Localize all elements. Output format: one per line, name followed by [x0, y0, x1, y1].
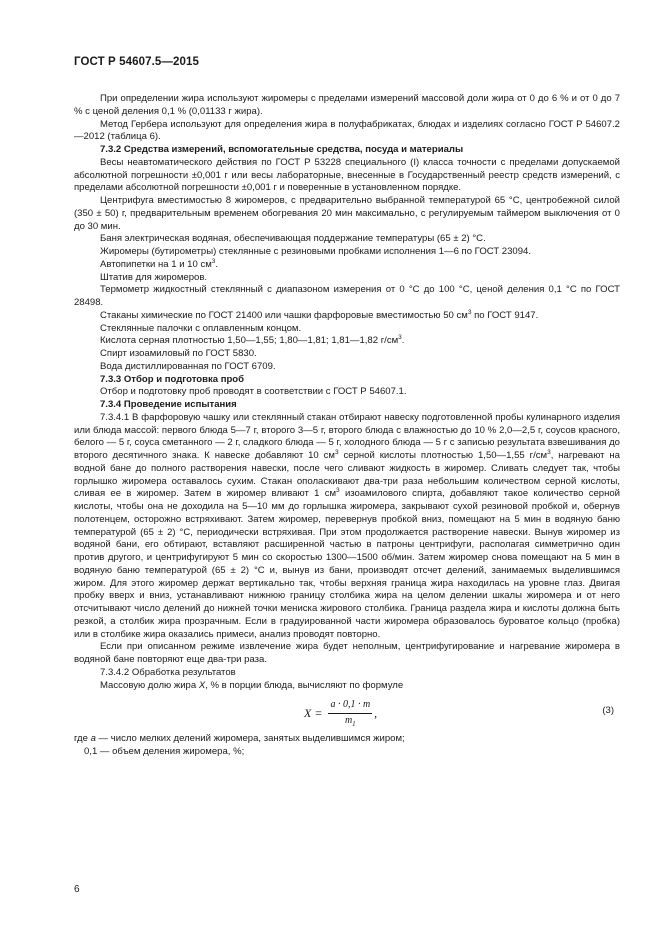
paragraph: Вода дистиллированная по ГОСТ 6709.	[100, 360, 276, 372]
document-header: ГОСТ Р 54607.5—2015	[74, 56, 199, 68]
paragraph: Весы неавтоматического действия по ГОСТ Р 53228 специального (I) класса точности с пределами допускаемой абсолютной погрешности ±0,001 г или весы лабораторные, внесенные в Государственный реестр средств измерений, с пределами абсолютной погрешности ±0,001 г и поверенные в установленном порядке.	[74, 156, 620, 194]
subsection-title: 7.3.4.2 Обработка результатов	[100, 666, 236, 678]
section-heading: 7.3.2 Средства измерений, вспомогательные средства, посуда и материалы	[100, 144, 464, 155]
formula-number: (3)	[602, 705, 614, 717]
formula-numerator: a · 0,1 · m	[328, 699, 372, 714]
formula	[304, 699, 377, 728]
formula-lhs: X =	[304, 706, 323, 721]
paragraph: Центрифуга вместимостью 8 жиромеров, с предварительно выбранной температурой 65 °С, центробежной силой (350 ± 50) г, предварительным временем обогревания 20 мин максимально, с регулируемым таймером выключения от 0 до 30 мин.	[74, 195, 620, 232]
paragraph: Если при описанном режиме извлечение жира будет неполным, центрифугирование и нагревание жиромера в водяной бане повторяют еще два-три раза.	[74, 641, 620, 665]
paragraph: Кислота серная плотностью 1,50—1,55; 1,80—1,81; 1,81—1,82 $г/см^3$.	[100, 334, 405, 347]
paragraph: Массовую долю жира X, % в порции блюда, вычисляют по формуле	[100, 679, 404, 691]
paragraph: Отбор и подготовку проб проводят в соответствии с ГОСТ Р 54607.1.	[100, 386, 407, 398]
section-heading: 7.3.4 Проведение испытания	[100, 399, 237, 410]
definition-line: 0,1 — объем деления жиромера, %;	[84, 746, 245, 757]
paragraph: Термометр жидкостный стеклянный с диапазоном измерения от 0 °С до 100 °С, ценой деления 0,1 °С по ГОСТ 28498.	[74, 284, 620, 308]
definition-line: где a — число мелких делений жиромера, занятых выделившимся жиром;	[74, 733, 405, 745]
paragraph: Штатив для жиромеров.	[100, 271, 208, 283]
paragraph: Автопипетки на 1 и 10 $см^3$.	[100, 257, 219, 270]
section-heading: 7.3.3 Отбор и подготовка проб	[100, 373, 245, 385]
procedure-paragraph: 7.3.4.1 В фарфоровую чашку или стеклянный стакан отбирают навеску подготовленной пробы кулинарного изделия или блюда массой: первого блюда 5—7 г, второго 3—5 г, второго блюда с влажностью до 10 % 2,0—2,5 г, соусов красного, белого — 5 г, соуса сметанного — 2 г, сладкого блюда — 5 г, холодного блюда — 5 г с записью результата взвешивания до второго десятичного знака. К навеске добавляют 10 $см^3$ серной кислоты плотностью 1,50—1,55 $г/см^3$, нагревают на водной бане до полного растворения навески, после чего сливают жидкость в жиромер. Сливать следует так, чтобы горлышко жиромера оставалось сухим. Стакан ополаскивают два-три раза небольшим количеством серной кислоты, сливая ее в жиромер. Затем в жиромер вливают 1 $см^3$ изоамилового спирта, добавляют такое количество серной кислоты, чтобы она не доходила на 5—10 мм до горлышка жиромера, закрывают сухой резиновой пробкой и, обернув полотенцем, осторожно встряхивают. Затем жиромер, перевернув пробкой вниз, помещают на 5 мин в водяную баню температурой (65 ± 2) °С, периодически встряхивая. При этом продолжается растворение навески. Вынув жиромер из водяной бани, его обтирают, вставляют расширенной частью в патроны центрифуги, располагая симметрично один против другого, и центрифугируют 5 мин со скоростью 1300—1500 об/мин. Затем жиромер снова помещают на 5 мин в водяную баню температурой (65 ± 2) °С и, вынув из бани, производят отсчет делений, занимаемых выделившимся жиром. Для этого жиромер держат вертикально так, чтобы верхняя граница жира находилась на уровне глаз. Двигая пробку вверх и вниз, устанавливают нижнюю границу столбика жира на целом делении шкалы жиромера и от него отсчитывают число делений до нижней точки мениска жирового столбика. Граница раздела жира и кислоты должна быть резкой, а столбик жира прозрачным. Если в градуированной части жиромера образовалось буроватое кольцо (пробка) или в столбике жира оказались примеси, анализ проводят повторно.	[74, 411, 621, 640]
formula-fraction	[328, 699, 372, 728]
formula-denominator: $m_1$	[344, 715, 356, 728]
paragraph: Жиромеры (бутирометры) стеклянные с резиновыми пробками исполнения 1—6 по ГОСТ 23094.	[100, 246, 532, 257]
document-body	[74, 93, 620, 759]
paragraph: Стаканы химические по ГОСТ 21400 или чашки фарфоровые вместимостью 50 $см^3$ по ГОСТ 9147.	[100, 308, 539, 321]
variable-definitions	[74, 733, 620, 759]
formula-trail: ,	[374, 706, 378, 721]
paragraph: Стеклянные палочки с оплавленным концом.	[100, 322, 302, 334]
paragraph: Баня электрическая водяная, обеспечивающая поддержание температуры (65 ± 2) °С.	[100, 233, 486, 245]
paragraph: Спирт изоамиловый по ГОСТ 5830.	[100, 348, 257, 359]
paragraph: Метод Гербера используют для определения жира в полуфабрикатах, блюдах и изделиях согласно ГОСТ Р 54607.2—2012 (таблица 6).	[74, 118, 620, 143]
page-number: 6	[74, 884, 80, 895]
paragraph: При определении жира используют жиромеры с пределами измерений массовой доли жира от 0 до 6 % и от 0 до 7 % с ценой деления 0,1 % (0,01133 г жира).	[74, 93, 620, 117]
formula-block	[74, 695, 620, 733]
